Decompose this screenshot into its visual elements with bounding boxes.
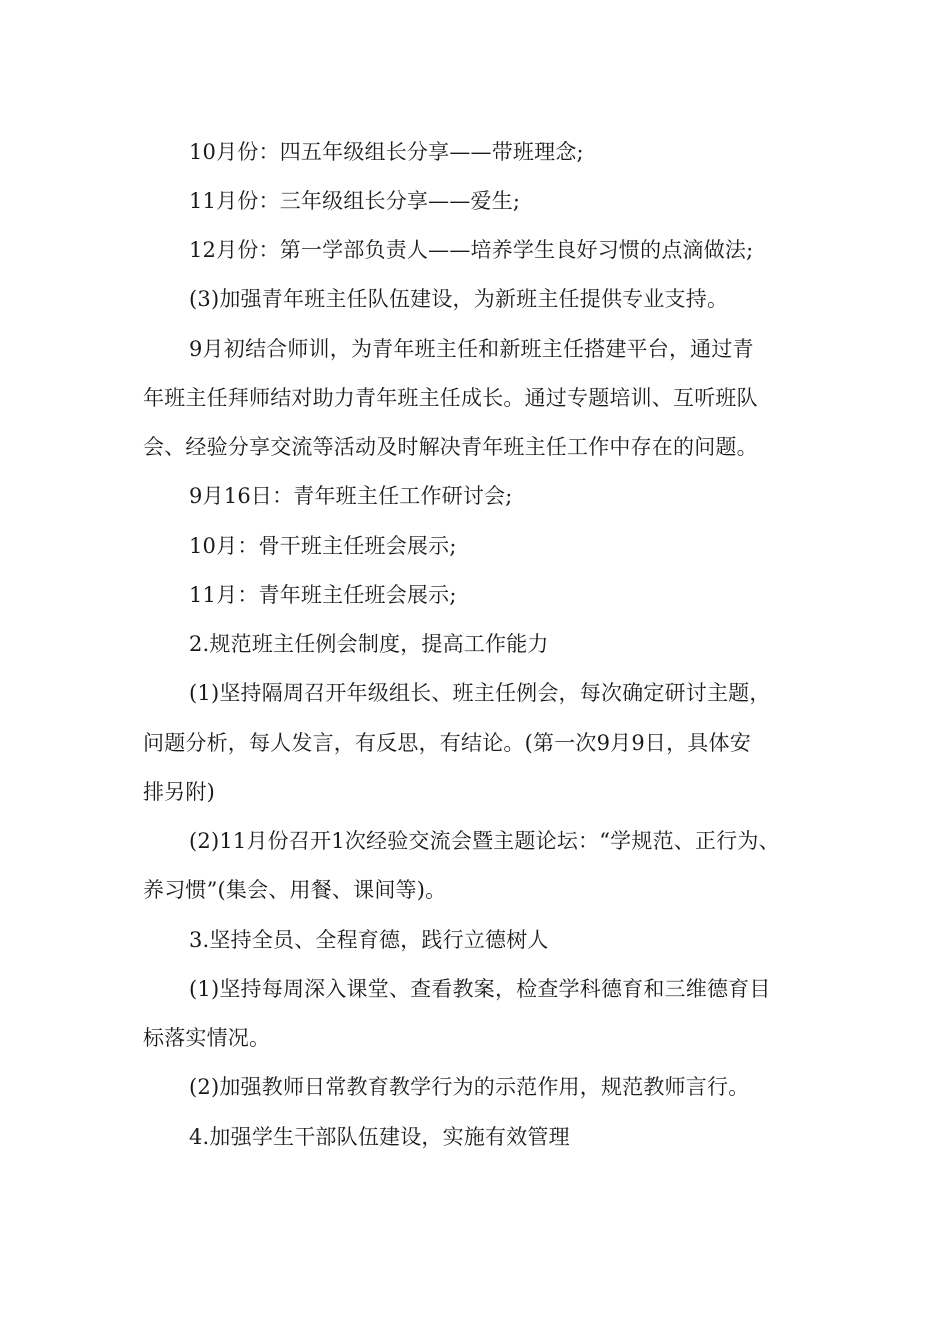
- text-line: 11月：青年班主任班会展示;: [189, 583, 457, 607]
- text-line: (3)加强青年班主任队伍建设，为新班主任提供专业支持。: [189, 287, 729, 311]
- text-line: (2)11月份召开1次经验交流会暨主题论坛：“学规范、正行为、: [189, 829, 780, 853]
- text-line: (1)坚持每周深入课堂、查看教案，检查学科德育和三维德育目: [189, 977, 771, 1001]
- text-line: 10月：骨干班主任班会展示;: [189, 534, 457, 558]
- text-line: 11月份：三年级组长分享——爱生;: [189, 189, 521, 213]
- text-line: (2)加强教师日常教育教学行为的示范作用，规范教师言行。: [189, 1075, 750, 1099]
- text-line: (1)坚持隔周召开年级组长、班主任例会，每次确定研讨主题，: [189, 681, 771, 705]
- text-line: 年班主任拜师结对助力青年班主任成长。通过专题培训、互听班队: [143, 386, 758, 410]
- text-line: 9月初结合师训，为青年班主任和新班主任搭建平台，通过青: [189, 337, 754, 361]
- text-line: 12月份：第一学部负责人——培养学生良好习惯的点滴做法;: [189, 238, 754, 262]
- text-line: 10月份：四五年级组长分享——带班理念;: [189, 140, 584, 164]
- text-line: 会、经验分享交流等活动及时解决青年班主任工作中存在的问题。: [143, 435, 758, 459]
- text-line: 标落实情况。: [143, 1026, 271, 1050]
- text-line: 养习惯”(集会、用餐、课间等)。: [143, 878, 447, 902]
- section-heading: 2.规范班主任例会制度，提高工作能力: [189, 632, 549, 656]
- text-line: 排另附): [143, 780, 215, 804]
- section-heading: 3.坚持全员、全程育德，践行立德树人: [189, 928, 549, 952]
- section-heading: 4.加强学生干部队伍建设，实施有效管理: [189, 1125, 570, 1149]
- text-line: 问题分析，每人发言，有反思，有结论。(第一次9月9日，具体安: [143, 731, 751, 755]
- text-line: 9月16日：青年班主任工作研讨会;: [189, 484, 513, 508]
